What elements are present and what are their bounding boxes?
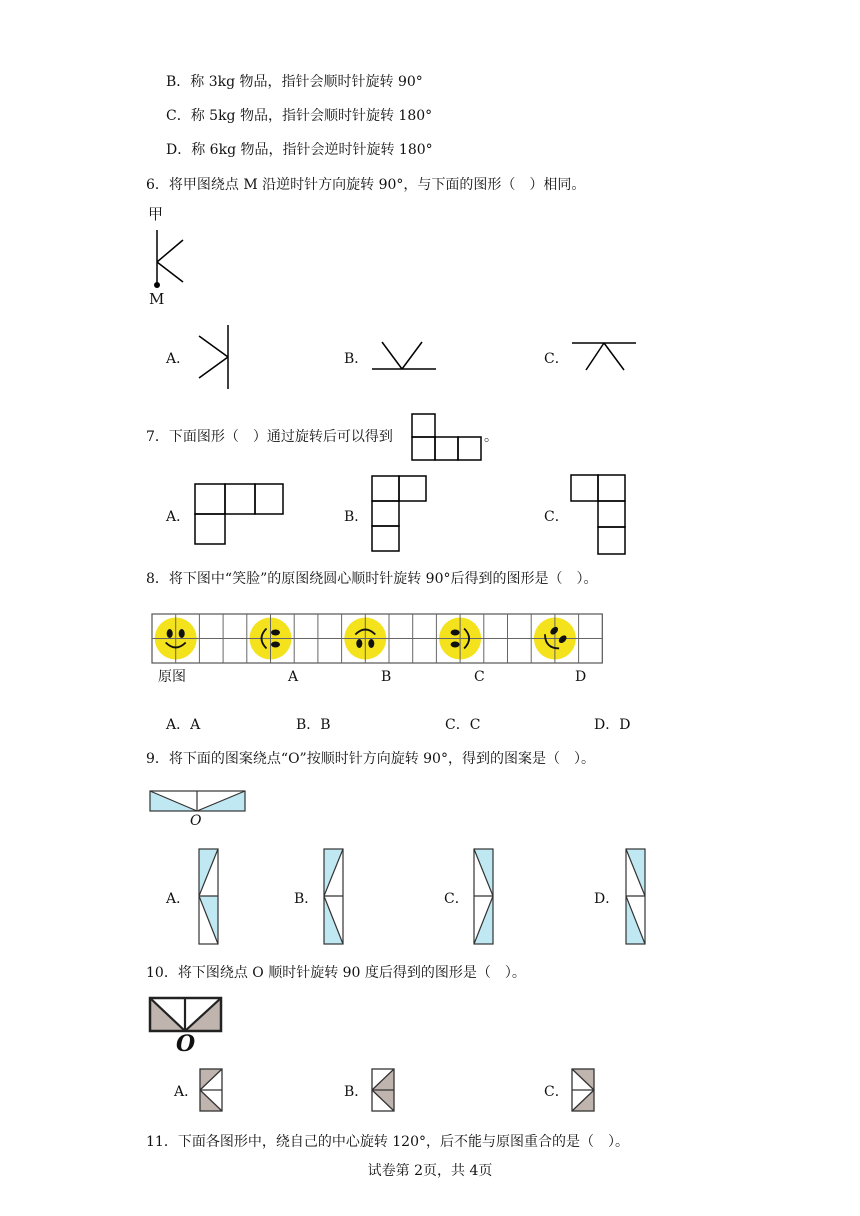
q5-option-d: D．称 6kg 物品，指针会逆时针旋转 180° [166,142,433,158]
q8-grid-label-b: B [381,669,392,685]
q9-option-c-figure[interactable] [473,848,495,946]
q10-option-c-figure[interactable] [570,1067,596,1113]
q8-option-b[interactable]: B．B [296,717,331,733]
q10-original-figure [147,995,225,1035]
q10-option-c-label[interactable]: C． [544,1084,569,1100]
q10-stem: 10．将下图绕点 O 顺时针旋转 90 度后得到的图形是（ ）。 [146,965,526,981]
q9-stem: 9．将下面的图案绕点“O”按顺时针方向旋转 90°，得到的图案是（ ）。 [146,751,595,767]
q9-option-a-figure[interactable] [198,848,220,946]
q10-option-a-label[interactable]: A． [174,1084,199,1100]
q7-option-c-figure[interactable] [570,474,628,556]
q8-option-d[interactable]: D．D [594,717,631,733]
q6-option-b-figure[interactable] [370,336,440,372]
q6-option-a-label[interactable]: A． [166,351,191,367]
q6-option-c-figure[interactable] [570,338,640,372]
q9-original-figure [149,790,247,814]
q8-stem: 8．将下图中“笑脸”的原图绕圆心顺时针旋转 90°后得到的图形是（ ）。 [146,571,598,587]
q7-stem: 7．下面图形（ ）通过旋转后可以得到 [146,429,393,445]
q9-option-a-label[interactable]: A． [166,891,191,907]
q8-option-c[interactable]: C．C [445,717,481,733]
q10-option-a-figure[interactable] [198,1067,224,1113]
q6-stem: 6．将甲图绕点 M 沿逆时针方向旋转 90°，与下面的图形（ ）相同。 [146,177,586,193]
q10-point-o: O [176,1031,196,1057]
q6-option-a-figure[interactable] [194,322,234,392]
q8-option-a[interactable]: A．A [166,717,201,733]
q7-stem-end: 。 [484,429,498,445]
q9-option-b-label[interactable]: B． [294,891,319,907]
q9-option-d-figure[interactable] [625,848,647,946]
q8-grid-label-original: 原图 [158,669,186,685]
q6-option-b-label[interactable]: B． [344,351,369,367]
q6-point-m [154,282,160,288]
q7-option-a-figure[interactable] [193,483,285,545]
q7-option-a-label[interactable]: A． [166,509,191,525]
q5-option-b: B．称 3kg 物品，指针会顺时针旋转 90° [166,74,423,90]
q7-target-figure [411,413,483,461]
q9-option-c-label[interactable]: C． [444,891,469,907]
q6-label-jia: 甲 [148,205,164,223]
q6-label-m: M [149,290,165,308]
q5-option-c: C．称 5kg 物品，指针会顺时针旋转 180° [166,108,433,124]
page-footer: 试卷第 2页，共 4页 [367,1163,493,1179]
q7-option-c-label[interactable]: C． [544,509,569,525]
q6-option-c-label[interactable]: C． [544,351,569,367]
q8-grid-label-c: C [474,669,485,685]
q10-option-b-figure[interactable] [370,1067,396,1113]
q8-grid-label-a: A [288,669,299,685]
q9-option-b-figure[interactable] [323,848,345,946]
q7-option-b-label[interactable]: B． [344,509,369,525]
q11-stem: 11．下面各图形中，绕自己的中心旋转 120°，后不能与原图重合的是（ ）。 [146,1134,629,1150]
q9-point-o: O [190,813,202,829]
q8-grid-label-d: D [575,669,587,685]
q7-option-b-figure[interactable] [371,475,429,553]
q9-option-d-label[interactable]: D． [594,891,620,907]
q10-option-b-label[interactable]: B． [344,1084,369,1100]
q8-grid-figure [150,612,604,664]
